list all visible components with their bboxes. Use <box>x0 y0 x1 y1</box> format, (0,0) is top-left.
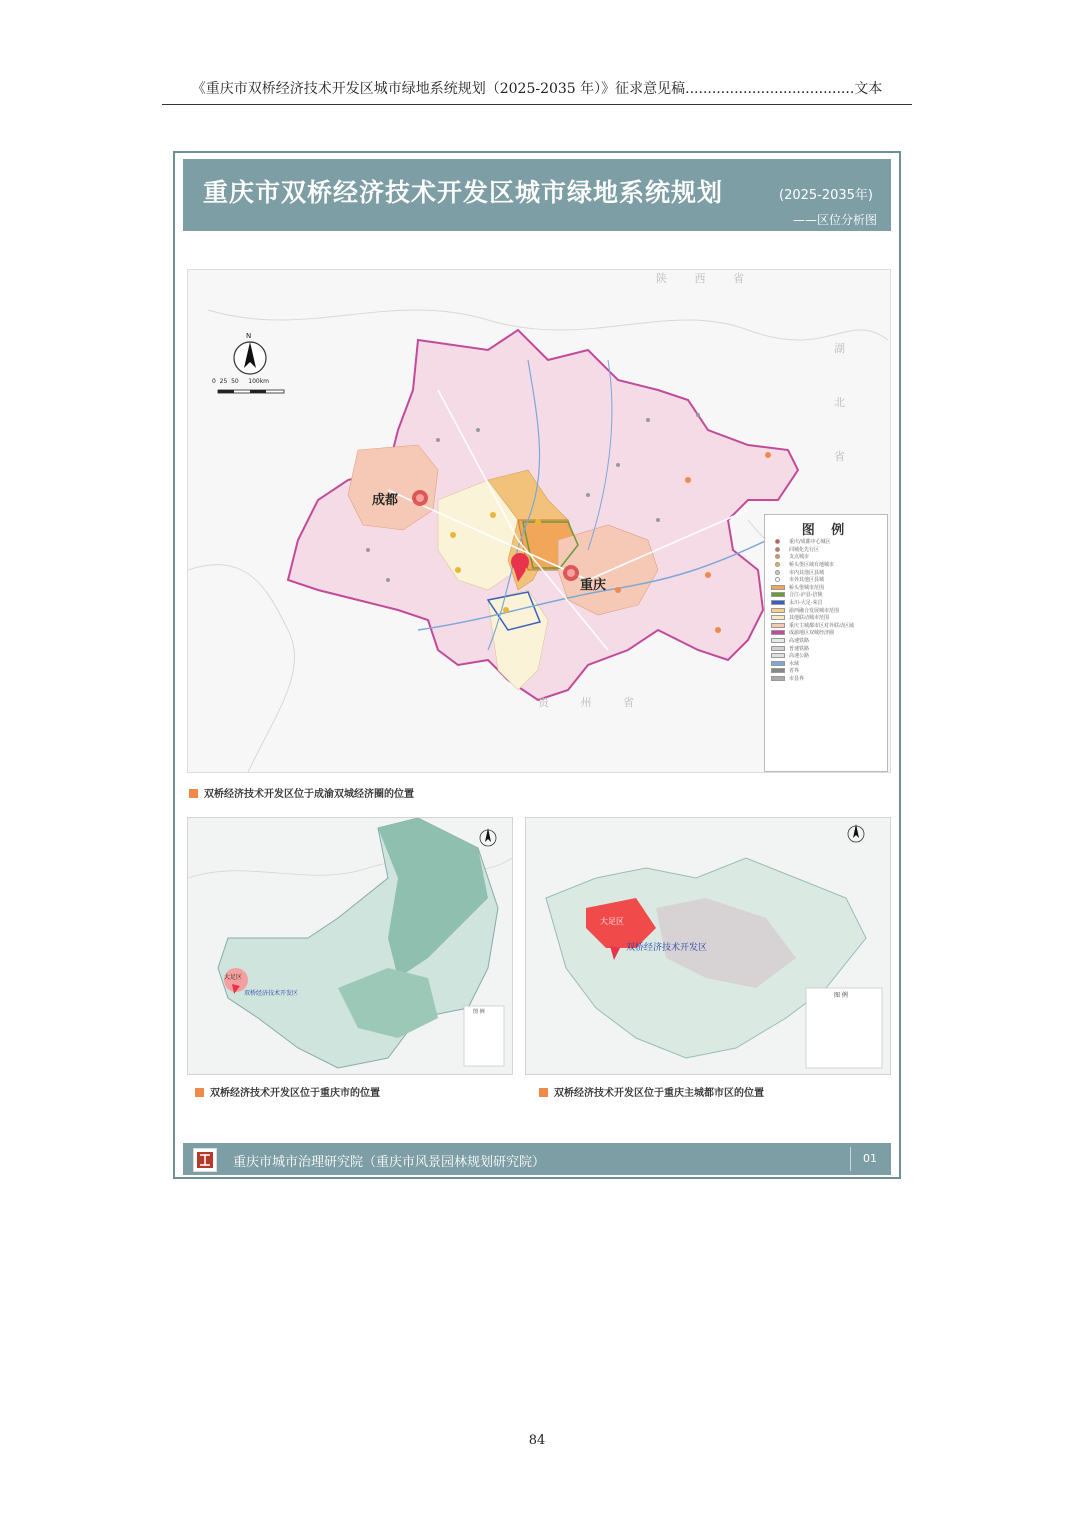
legend-item <box>771 584 887 592</box>
legend-item <box>771 652 887 660</box>
legend-label: 市外其他区县城 <box>789 577 825 584</box>
legend-item <box>771 629 887 637</box>
legend-item <box>771 606 887 614</box>
legend-swatch <box>771 668 785 673</box>
right-legend-title: 图 例 <box>834 992 848 999</box>
label-hubei-3: 省 <box>834 450 845 463</box>
label-chengdu: 成都 <box>372 493 399 508</box>
legend-label: 重庆主城都市区对外联动区域 <box>789 622 855 629</box>
legend-label: 市内其他区县城 <box>789 569 825 576</box>
legend-swatch <box>775 562 780 567</box>
main-caption-text: 双桥经济技术开发区位于成渝双城经济圈的位置 <box>204 789 414 800</box>
left-caption-text: 双桥经济技术开发区位于重庆市的位置 <box>210 1088 380 1099</box>
legend-label: 水域 <box>789 660 800 667</box>
legend-label: 支点城市 <box>789 554 810 561</box>
main-region-map <box>187 269 891 773</box>
legend-label: 高速铁路 <box>789 638 810 645</box>
legend-swatch <box>771 600 785 605</box>
legend-label: 合江-泸县-涪陵 <box>789 592 823 599</box>
legend-label: 桥头堡区域有地城市 <box>789 562 835 569</box>
legend-swatch <box>771 630 785 635</box>
left-legend-title: 图 例 <box>473 1009 485 1015</box>
legend-item <box>771 675 887 683</box>
legend-swatch <box>775 577 780 582</box>
legend-swatch <box>775 547 780 552</box>
institute-logo <box>193 1148 217 1172</box>
legend-swatch <box>771 653 785 658</box>
legend-item <box>771 553 887 561</box>
legend-label: 重庆/成都中心城区 <box>789 539 831 546</box>
right-caption-text: 双桥经济技术开发区位于重庆主城都市区的位置 <box>554 1088 764 1099</box>
legend-swatch <box>771 638 785 643</box>
legend-item <box>771 614 887 622</box>
legend-swatch <box>775 554 780 559</box>
logo-icon <box>194 1149 216 1171</box>
legend-swatch <box>771 646 785 651</box>
sheet-number: 01 <box>863 1152 877 1165</box>
legend-label: 渝西融合发展城市范围 <box>789 607 840 614</box>
legend-swatch <box>771 615 785 620</box>
legend-item <box>771 644 887 652</box>
legend-label: 永川-大足-荣昌 <box>789 600 823 607</box>
legend-label: 桥头堡城市范围 <box>789 584 825 591</box>
legend-item <box>771 568 887 576</box>
label-hubei-2: 北 <box>834 396 845 409</box>
sheet-title: 重庆市双桥经济技术开发区城市绿地系统规划 <box>203 178 724 207</box>
left-map-caption <box>195 1084 380 1099</box>
page-number: 84 <box>528 1433 546 1448</box>
header-rule <box>162 104 912 105</box>
legend-item <box>771 591 887 599</box>
legend-item <box>771 637 887 645</box>
legend-label: 普速铁路 <box>789 645 810 652</box>
legend-item <box>771 660 887 668</box>
legend-item <box>771 622 887 630</box>
legend-label: 省界 <box>789 668 800 675</box>
right-district-label: 大足区 <box>600 917 624 926</box>
legend-items <box>765 538 887 682</box>
legend-swatch <box>771 592 785 597</box>
left-map-label: 双桥经济技术开发区 <box>244 990 299 997</box>
legend-swatch <box>771 623 785 628</box>
label-guizhou: 贵 州 省 <box>538 696 648 709</box>
legend-swatch <box>771 676 785 681</box>
sheet-subtitle: ——区位分析图 <box>792 213 877 227</box>
legend-title: 图 例 <box>801 523 851 538</box>
legend-label: 其他联动城市范围 <box>789 615 830 622</box>
map-sheet <box>173 151 901 1179</box>
caption-marker <box>539 1088 548 1097</box>
scale-label: 0 25 50 100km <box>212 378 270 385</box>
legend-item <box>771 576 887 584</box>
legend-swatch <box>771 608 785 613</box>
caption-marker <box>189 789 198 798</box>
main-map-legend <box>764 514 888 772</box>
right-map-label: 双桥经济技术开发区 <box>626 943 708 953</box>
legend-label: 市县界 <box>789 675 805 682</box>
caption-marker <box>195 1088 204 1097</box>
left-map-graphic <box>188 818 512 1074</box>
sheet-years: (2025-2035年) <box>779 188 874 203</box>
main-map-caption <box>189 785 414 800</box>
footer-divider <box>850 1147 851 1171</box>
footer-organization: 重庆市城市治理研究院（重庆市风景园林规划研究院） <box>233 1155 546 1170</box>
label-hubei-1: 湖 <box>834 342 845 355</box>
legend-label: 成渝地区双城经济圈 <box>789 630 835 637</box>
legend-swatch <box>771 585 785 590</box>
title-band <box>183 159 891 231</box>
label-chongqing: 重庆 <box>580 578 607 593</box>
right-map-graphic <box>526 818 890 1074</box>
right-map-caption <box>539 1084 764 1099</box>
legend-item <box>771 538 887 546</box>
legend-item <box>771 599 887 607</box>
page-header: 《重庆市双桥经济技术开发区城市绿地系统规划（2025-2035 年）》征求意见稿......................................文本 <box>191 81 883 97</box>
legend-item <box>771 546 887 554</box>
legend-swatch <box>771 661 785 666</box>
legend-swatch <box>775 539 780 544</box>
chongqing-city-map <box>187 817 513 1075</box>
legend-label: 同城化先行区 <box>789 546 820 553</box>
metropolitan-area-map <box>525 817 891 1075</box>
legend-item <box>771 561 887 569</box>
legend-label: 高速公路 <box>789 653 810 660</box>
legend-item <box>771 667 887 675</box>
left-district-label: 大足区 <box>224 974 243 981</box>
footer-band <box>183 1143 891 1175</box>
north-label: N <box>246 332 252 340</box>
label-shaanxi: 陕 西 省 <box>656 272 756 285</box>
legend-swatch <box>775 570 780 575</box>
